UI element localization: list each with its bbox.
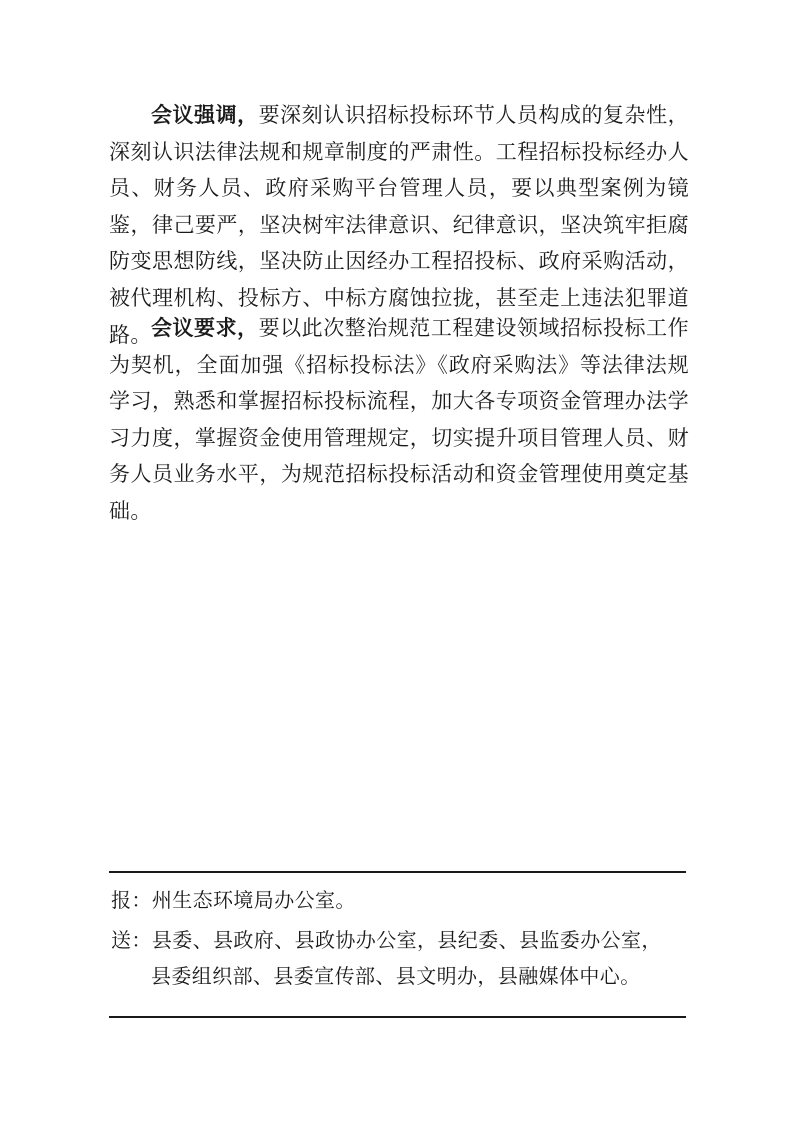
report-label: 报： <box>111 888 152 912</box>
send-recipients-line1: 县委、县政府、县政协办公室，县纪委、县监委办公室， <box>151 928 662 952</box>
distribution-top-rule <box>109 871 686 873</box>
report-recipient: 州生态环境局办公室。 <box>151 888 356 912</box>
paragraph-lead: 会议要求， <box>151 315 259 340</box>
paragraph-lead: 会议强调， <box>151 102 259 127</box>
report-line <box>111 882 686 918</box>
send-label: 送： <box>111 928 152 952</box>
body-paragraph-requirements <box>109 310 689 530</box>
send-block <box>111 922 686 994</box>
paragraph-text: 要以此次整治规范工程建设领域招标投标工作为契机，全面加强《招标投标法》《政府采购法》等法律法规学习，熟悉和掌握招标投标流程，加大各专项资金管理办法学习力度，掌握资金使用管理规定，切实提升项目管理人员、财务人员业务水平，为规范招标投标活动和资金管理使用奠定基础。 <box>109 316 689 523</box>
send-recipients-line2: 县委组织部、县委宣传部、县文明办，县融媒体中心。 <box>151 964 641 988</box>
distribution-bottom-rule <box>109 1016 686 1018</box>
paragraph-text: 要深刻认识招标投标环节人员构成的复杂性，深刻认识法律法规和规章制度的严肃性。工程招标投标经办人员、财务人员、政府采购平台管理人员，要以典型案例为镜鉴，律己要严，坚决树牢法律意识、纪律意识，坚决筑牢拒腐防变思想防线，坚决防止因经办工程招投标、政府采购活动，被代理机构、投标方、中标方腐蚀拉拢，甚至走上违法犯罪道路。 <box>109 103 689 347</box>
